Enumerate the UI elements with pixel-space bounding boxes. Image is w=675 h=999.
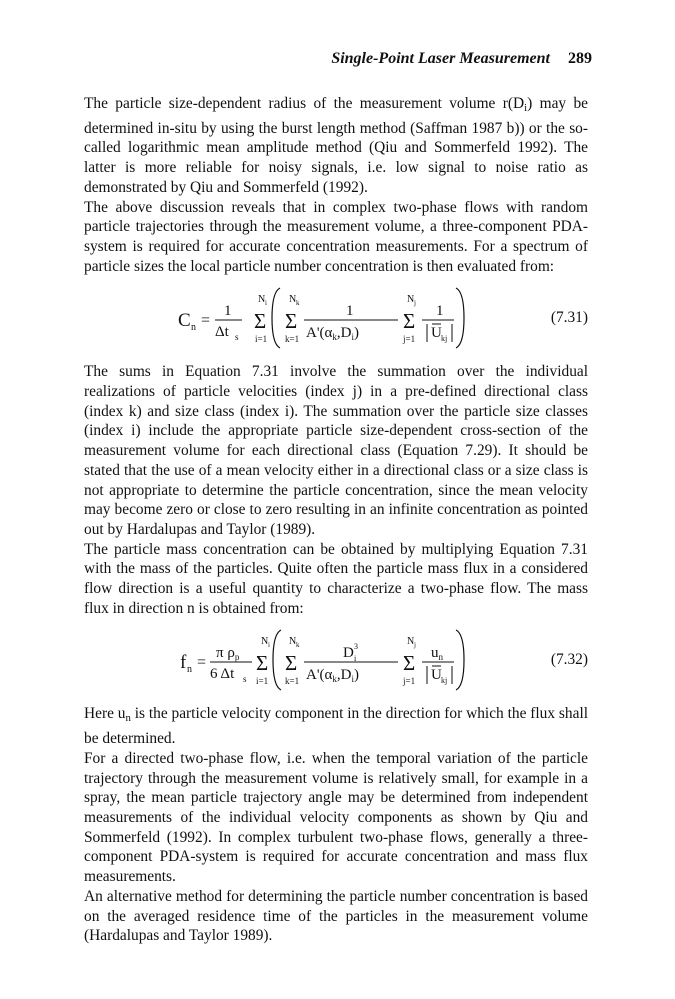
eq732-frac3-den-sub: kj <box>441 676 448 686</box>
paragraph-7: An alternative method for determining the particle number concentration is based on the averaged residence time of the particles in the measurement volume (Hardalupas and Taylor 1989). <box>84 887 588 945</box>
eq732-sum-k-bottom: k=1 <box>285 676 300 687</box>
page-number: 289 <box>568 50 592 67</box>
eq731-frac1-den: Δt <box>215 324 229 341</box>
eq731-lhs-sub: n <box>191 322 196 334</box>
eq732-lhs: f <box>180 652 187 674</box>
eq731-frac1-num: 1 <box>224 303 232 320</box>
eq732-frac1-num: π $\rho_p$ <box>216 645 240 663</box>
eq732-sum-i-top: N <box>261 636 269 648</box>
equation-number-7-31: (7.31) <box>550 309 588 327</box>
eq732-sum-k-top-sub: k <box>296 641 300 650</box>
eq732-sum-i-top-sub: i <box>268 641 270 650</box>
eq731-sum-k-top-sub: k <box>296 299 300 308</box>
eq731-sigma-i: Σ <box>254 309 267 334</box>
eq732-sigma-k: Σ <box>285 651 298 676</box>
eq732-frac2-num-sub: i <box>354 654 357 664</box>
eq732-sum-i-bottom: i=1 <box>256 676 269 687</box>
eq731-sum-i-bottom: i=1 <box>255 334 268 345</box>
eq732-frac3-num: $u_n$ <box>431 645 443 663</box>
eq732-lhs-sub: n <box>187 664 192 676</box>
eq732-sum-j-top-sub: j <box>414 641 416 650</box>
eq731-sum-j-top: N <box>407 294 415 306</box>
eq731-frac2-den: $A'(\alpha_k,D_i)$ <box>306 325 359 343</box>
running-header <box>331 50 592 68</box>
paragraph-6: For a directed two-phase flow, i.e. when the temporal variation of the particle trajectory through the measurement volume is relatively small, for example in a spray, the mean particle trajectory angle may be determined from independent measurements of the individual velocity components as shown by Qiu and Sommerfeld (1992). In complex turbulent two-phase flows, generally a three-component PDA-system is required for accurate concentration and mass flux measurements. <box>84 749 588 886</box>
eq731-lhs: C <box>178 310 191 332</box>
eq731-frac3-den-sub: kj <box>441 334 448 344</box>
equation-7-32-formula <box>84 624 464 696</box>
equation-7-31 <box>84 282 588 354</box>
eq731-sum-j-top-sub: j <box>414 299 416 308</box>
eq732-frac2-den: $A'(\alpha_k,D_i)$ <box>306 667 359 685</box>
equation-number-7-32: (7.32) <box>550 651 588 669</box>
paragraph-5-text-a: Here u <box>84 705 126 723</box>
paragraph-5 <box>84 704 588 748</box>
paragraph-1-text-a: The particle size-dependent radius of the measurement volume r(D <box>84 95 525 112</box>
eq731-sum-i-top-sub: i <box>265 299 267 308</box>
eq732-frac2-num-sup: 3 <box>354 642 358 652</box>
eq732-frac3-den: U <box>431 667 442 684</box>
eq732-frac1-den: 6 Δt <box>210 666 235 683</box>
eq732-frac2-num: D <box>343 645 354 662</box>
eq731-right-paren <box>456 288 464 348</box>
eq732-sum-j-top: N <box>407 636 415 648</box>
eq731-sum-j-bottom: j=1 <box>403 334 416 345</box>
eq732-left-paren <box>273 630 281 690</box>
eq731-frac2-num: 1 <box>346 303 354 320</box>
paragraph-4: The particle mass concentration can be obtained by multiplying Equation 7.31 with the mass of the particles. Quite often the particle mass flux in a considered flow direction is a useful quantity to characterize a two-phase flow. The mass flux in direction n is obtained from: <box>84 540 588 617</box>
eq732-sum-j-bottom: j=1 <box>403 676 416 687</box>
eq731-sigma-j: Σ <box>403 309 416 334</box>
running-header-title: Single-Point Laser Measurement <box>331 50 550 67</box>
eq732-frac1-den-sub: s <box>243 674 247 685</box>
eq731-sigma-k: Σ <box>285 309 298 334</box>
page-body <box>84 94 588 946</box>
eq731-equals: = <box>201 312 211 330</box>
eq732-sum-k-top: N <box>289 636 297 648</box>
equation-7-32 <box>84 624 588 696</box>
eq732-equals: = <box>197 654 207 672</box>
eq731-sum-i-top: N <box>258 294 266 306</box>
eq731-sum-k-bottom: k=1 <box>285 334 300 345</box>
eq732-sigma-i: Σ <box>256 651 269 676</box>
paragraph-5-text-b: is the particle velocity component in the direction for which the flux shall be determined. <box>84 705 588 748</box>
eq731-sum-k-top: N <box>289 294 297 306</box>
paragraph-1 <box>84 94 588 198</box>
eq731-left-paren <box>272 288 280 348</box>
paragraph-1-subscript: i <box>524 102 528 114</box>
eq731-frac3-den: U <box>431 325 442 342</box>
eq731-frac1-den-sub: s <box>235 332 239 343</box>
paragraph-1-text-b: ) may be determined in-situ by using the burst length method (Saffman 1987 b)) or the so-called logarithmic mean amplitude method (Qiu and Sommerfeld 1992). The latter is more reliable for noisy signals, i.e. low signal to noise ratio as demonstrated by Qiu and Sommerfeld (1992). <box>84 95 588 196</box>
paragraph-2: The above discussion reveals that in complex two-phase flows with random particle trajectories through the measurement volume, a three-component PDA-system is required for accurate concentration measurements. For a spectrum of particle sizes the local particle number concentration is then evaluated from: <box>84 198 588 275</box>
eq731-frac3-num: 1 <box>436 303 444 320</box>
eq732-right-paren <box>456 630 464 690</box>
eq732-sigma-j: Σ <box>403 651 416 676</box>
paragraph-3: The sums in Equation 7.31 involve the summation over the individual realizations of particle velocities (index j) in a pre-defined directional class (index k) and size class (index i). The summation over the particle size classes (index i) include the appropriate particle size-dependent cross-section of the measurement volume for each directional class (Equation 7.29). It should be stated that the use of a mean velocity either in a directional class or a size class is not appropriate to determine the particle concentration, since the mean velocity may become zero or close to zero resulting in an infinite concentration as pointed out by Hardalupas and Taylor (1989). <box>84 363 588 538</box>
paragraph-5-subscript: n <box>125 712 131 725</box>
equation-7-31-formula <box>84 282 464 354</box>
